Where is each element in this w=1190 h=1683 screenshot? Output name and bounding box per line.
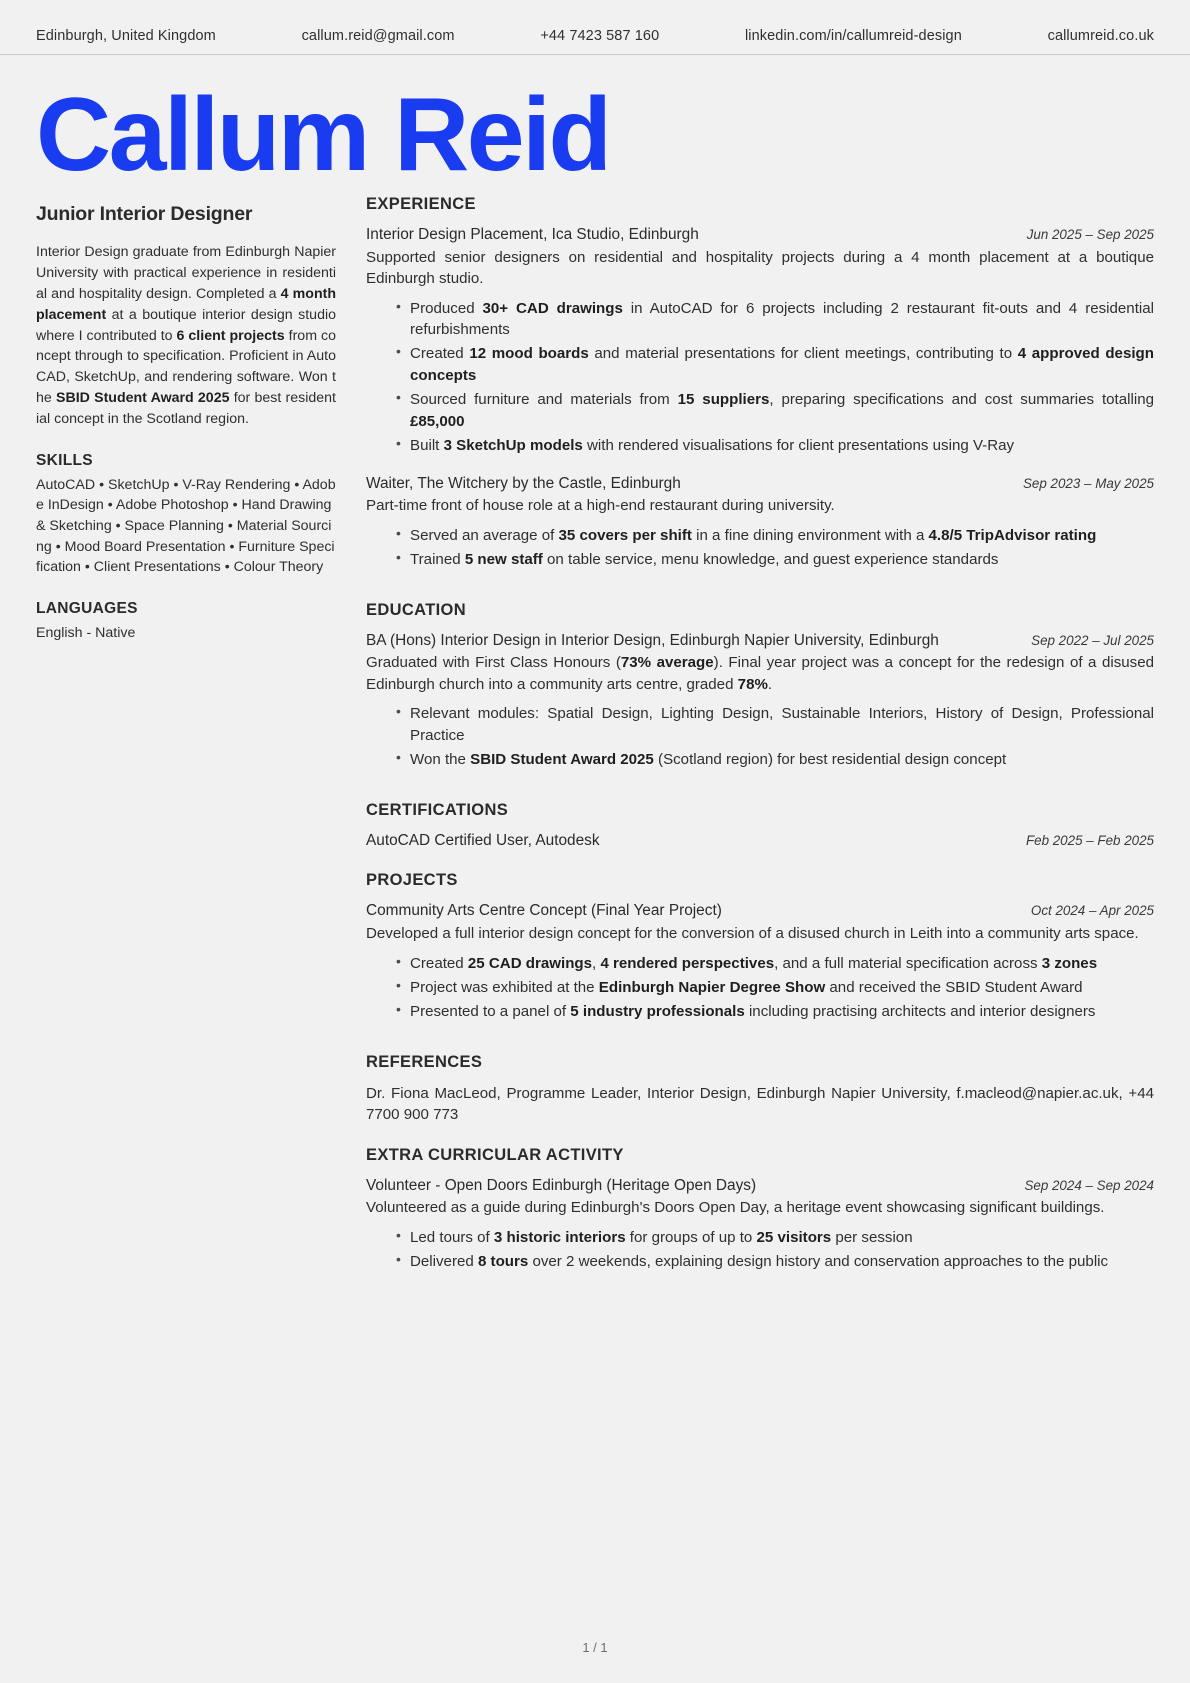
certifications-entries <box>366 831 1154 862</box>
contact-bar <box>0 0 1190 55</box>
entry-bullet: • Relevant modules: Spatial Design, Lighting Design, Sustainable Interiors, History of Design, Professional Practice <box>396 703 1154 746</box>
job-title: Junior Interior Designer <box>36 203 253 225</box>
candidate-name: Callum Reid <box>36 77 610 193</box>
certifications-heading: CERTIFICATIONS <box>366 800 509 819</box>
section-extra-curricular <box>366 1146 1154 1286</box>
resume-entry <box>366 831 1154 862</box>
entry-spacer <box>366 1026 1154 1036</box>
resume-entry <box>366 225 1154 470</box>
resume-entry <box>366 631 1154 784</box>
references-entries <box>366 1083 1154 1136</box>
entry-header <box>366 1176 1154 1197</box>
entry-title: BA (Hons) Interior Design in Interior Design, Edinburgh Napier University, Edinburgh <box>366 631 939 649</box>
main-content <box>366 187 1154 1303</box>
entry-header <box>366 831 1154 852</box>
entry-bullet: • Built 3 SketchUp models with rendered visualisations for client presentations using V-Ray <box>396 435 1154 456</box>
entry-bullet: • Produced 30+ CAD drawings in AutoCAD for 6 projects including 2 restaurant fit-outs and 4 residential refurbishments <box>396 298 1154 341</box>
entry-bullet-list <box>366 703 1154 770</box>
name-block <box>0 55 1190 193</box>
entry-bullet: • Created 25 CAD drawings, 4 rendered perspectives, and a full material specification across 3 zones <box>396 953 1154 974</box>
education-heading: EDUCATION <box>366 600 467 619</box>
page-footer <box>0 1640 1190 1655</box>
entry-description: Volunteered as a guide during Edinburgh's Doors Open Day, a heritage event showcasing significant buildings. <box>366 1199 1105 1217</box>
projects-entries <box>366 901 1154 1035</box>
contact-email[interactable]: callum.reid@gmail.com <box>301 28 455 44</box>
extra-curricular-entries <box>366 1176 1154 1286</box>
entry-title: AutoCAD Certified User, Autodesk <box>366 831 600 849</box>
contact-phone[interactable]: +44 7423 587 160 <box>540 28 660 44</box>
entry-description: Dr. Fiona MacLeod, Programme Leader, Interior Design, Edinburgh Napier University, f.macleod@napier.ac.uk, +44 7700 900 773 <box>366 1084 1154 1124</box>
languages-list: English - Native <box>36 624 136 641</box>
section-certifications <box>366 801 1154 862</box>
resume-entry <box>366 474 1154 584</box>
entry-title: Volunteer - Open Doors Edinburgh (Heritage Open Days) <box>366 1176 757 1194</box>
contact-website[interactable]: callumreid.co.uk <box>1047 28 1154 44</box>
entry-description: Part-time front of house role at a high-end restaurant during university. <box>366 497 835 515</box>
entry-date: Sep 2022 – Jul 2025 <box>1031 632 1154 648</box>
entry-spacer <box>366 1276 1154 1286</box>
entry-date: Oct 2024 – Apr 2025 <box>1030 903 1154 919</box>
entry-header <box>366 631 1154 652</box>
entry-bullet-list <box>366 298 1154 457</box>
experience-heading: EXPERIENCE <box>366 195 476 213</box>
entry-bullet-list <box>366 953 1154 1023</box>
section-references <box>366 1053 1154 1136</box>
entry-bullet-list <box>366 525 1154 571</box>
entry-bullet: • Led tours of 3 historic interiors for groups of up to 25 visitors per session <box>396 1227 1154 1248</box>
entry-bullet: • Project was exhibited at the Edinburgh Napier Degree Show and received the SBID Student Award <box>396 977 1154 998</box>
entry-header <box>366 225 1154 246</box>
entry-description: Developed a full interior design concept for the conversion of a disused church in Leith into a community arts space. <box>366 925 1139 943</box>
entry-header <box>366 901 1154 922</box>
entry-title: Community Arts Centre Concept (Final Year Project) <box>366 902 722 920</box>
entry-date: Sep 2024 – Sep 2024 <box>1024 1177 1154 1193</box>
entry-description: Graduated with First Class Honours (73% average). Final year project was a concept for the redesign of a disused Edinburgh church into a community arts centre, graded 78%. <box>366 654 1154 693</box>
entry-spacer <box>366 851 1154 861</box>
entry-spacer <box>366 460 1154 470</box>
references-heading: REFERENCES <box>366 1052 483 1071</box>
entry-bullet: • Presented to a panel of 5 industry professionals including practising architects and interior designers <box>396 1001 1154 1022</box>
page-indicator: 1 / 1 <box>582 1640 608 1655</box>
section-projects <box>366 871 1154 1035</box>
entry-description: Supported senior designers on residential and hospitality projects during a 4 month placement at a boutique Edinburgh studio. <box>366 248 1154 288</box>
education-entries <box>366 631 1154 784</box>
resume-entry <box>366 1176 1154 1286</box>
experience-entries <box>366 225 1154 584</box>
professional-summary: Interior Design graduate from Edinburgh Napier University with practical experience in residential and hospitality design. Completed a 4 month placement at a boutique interior design studio where I contributed to 6 client projects from concept through to specification. Proficient in AutoCAD, SketchUp, and rendering software. Won the SBID Student Award 2025 for best residential concept in the Scotland region. <box>36 244 337 427</box>
entry-date: Sep 2023 – May 2025 <box>1022 475 1154 491</box>
entry-header <box>366 474 1154 495</box>
skills-heading: SKILLS <box>36 451 93 469</box>
projects-heading: PROJECTS <box>366 871 458 890</box>
entry-bullet: • Won the SBID Student Award 2025 (Scotland region) for best residential design concept <box>396 749 1154 770</box>
skills-list: AutoCAD • SketchUp • V-Ray Rendering • Adobe InDesign • Adobe Photoshop • Hand Drawing & Sketching • Space Planning • Material Sourcing • Mood Board Presentation • Furniture Specification • Client Presentations • Colour Theory <box>36 476 336 576</box>
resume-body <box>0 187 1190 1303</box>
entry-spacer <box>366 574 1154 584</box>
entry-title: Waiter, The Witchery by the Castle, Edinburgh <box>366 474 681 492</box>
entry-bullet: • Served an average of 35 covers per shift in a fine dining environment with a 4.8/5 TripAdvisor rating <box>396 525 1154 546</box>
entry-spacer <box>366 1126 1154 1136</box>
entry-bullet: • Created 12 mood boards and material presentations for client meetings, contributing to 4 approved design concepts <box>396 343 1154 386</box>
resume-entry <box>366 1083 1154 1136</box>
entry-bullet-list <box>366 1227 1154 1273</box>
entry-spacer <box>366 774 1154 784</box>
languages-heading: LANGUAGES <box>36 599 138 617</box>
section-education <box>366 601 1154 784</box>
sidebar <box>36 187 336 643</box>
extra-curricular-heading: EXTRA CURRICULAR ACTIVITY <box>366 1145 624 1164</box>
section-experience <box>366 195 1154 584</box>
entry-title: Interior Design Placement, Ica Studio, Edinburgh <box>366 226 699 243</box>
contact-linkedin[interactable]: linkedin.com/in/callumreid-design <box>744 28 962 44</box>
contact-location: Edinburgh, United Kingdom <box>36 28 216 44</box>
resume-entry <box>366 901 1154 1035</box>
entry-date: Feb 2025 – Feb 2025 <box>1025 832 1154 848</box>
entry-bullet: • Delivered 8 tours over 2 weekends, explaining design history and conservation approaches to the public <box>396 1251 1154 1272</box>
entry-bullet: • Sourced furniture and materials from 15 suppliers, preparing specifications and cost summaries totalling £85,000 <box>396 389 1154 432</box>
entry-bullet: • Trained 5 new staff on table service, menu knowledge, and guest experience standards <box>396 549 1154 570</box>
entry-date: Jun 2025 – Sep 2025 <box>1026 227 1154 242</box>
